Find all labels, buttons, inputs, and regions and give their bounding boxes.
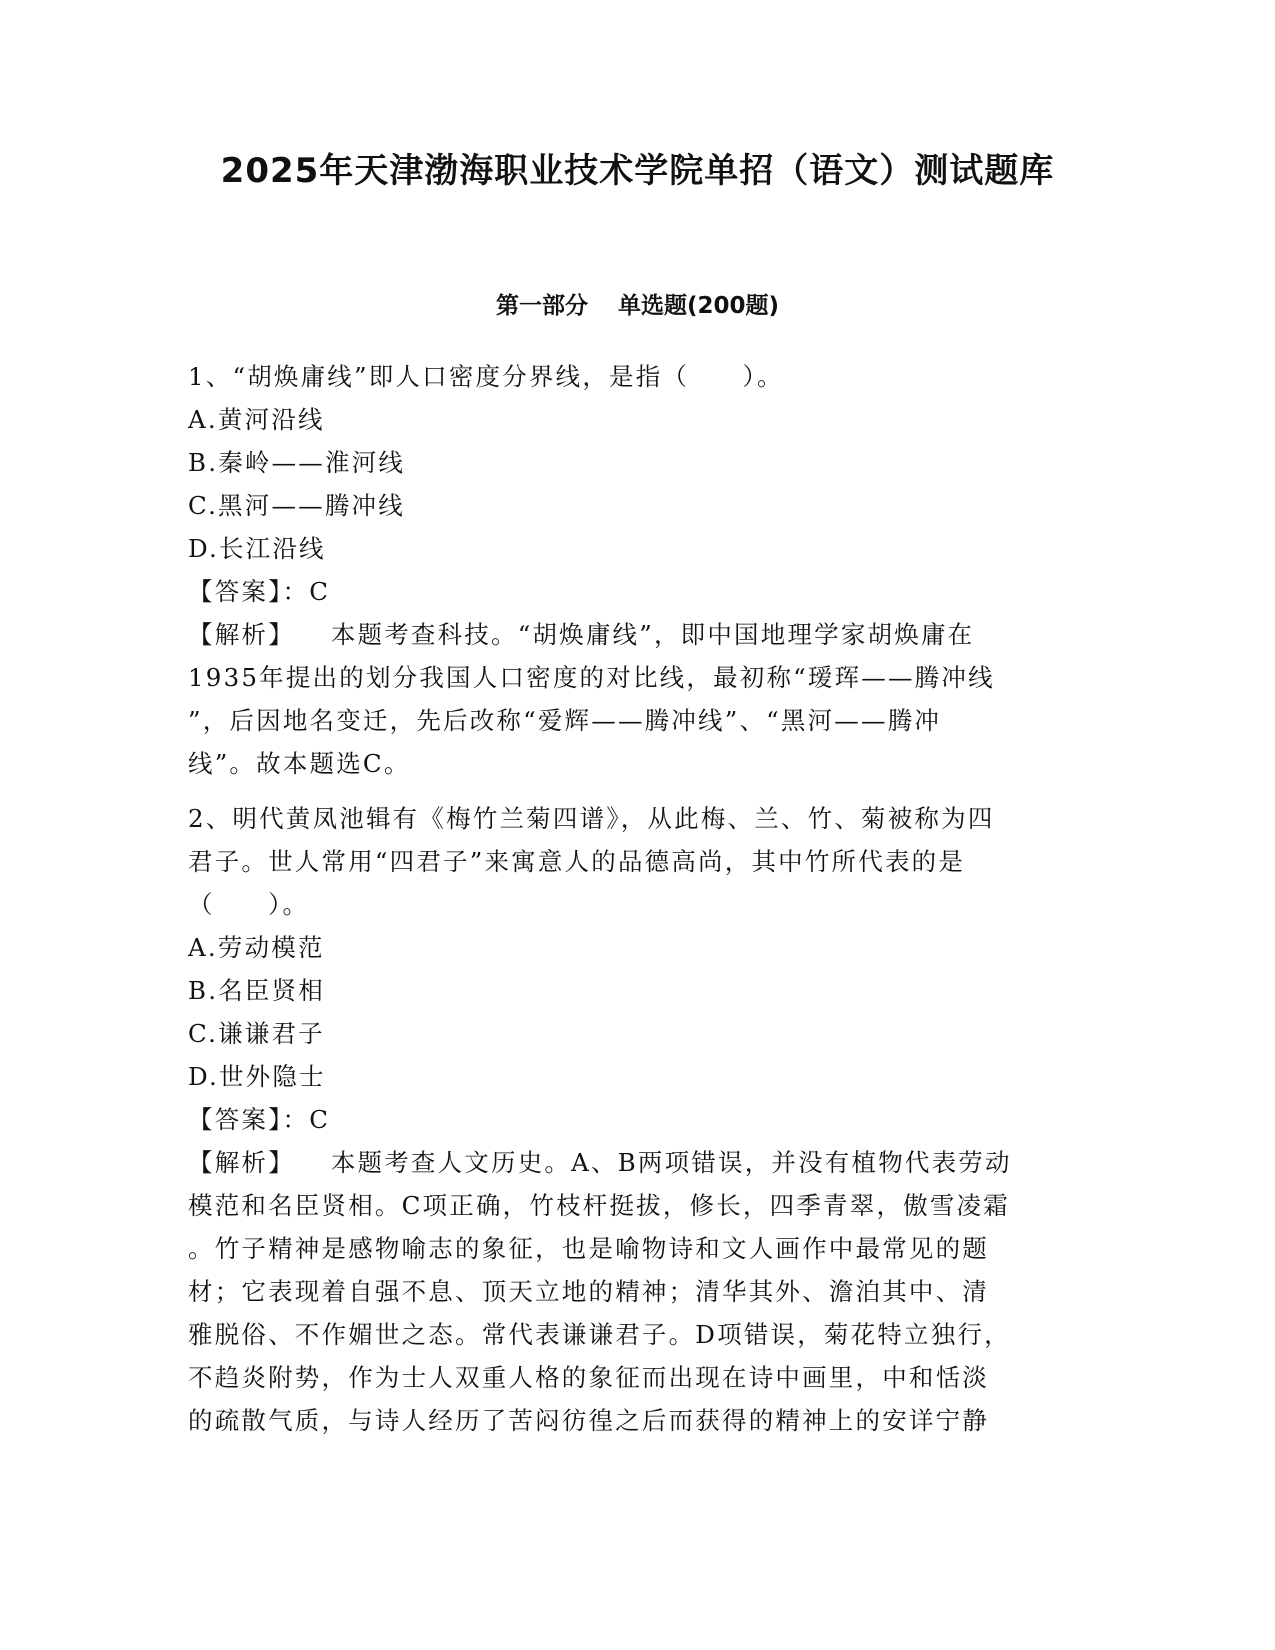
section-part: 第一部分 [495, 293, 588, 319]
answer-line [188, 570, 1088, 613]
analysis-line: 的疏散气质，与诗人经历了苦闷彷徨之后而获得的精神上的安详宁静 [188, 1406, 989, 1435]
option-b: B.秦岭——淮河线 [188, 448, 406, 477]
question-stem-line: 2、明代黄凤池辑有《梅竹兰菊四谱》，从此梅、兰、竹、菊被称为四 [188, 804, 995, 833]
analysis-line [188, 1141, 1088, 1184]
option-a: A.黄河沿线 [188, 405, 325, 434]
option-d: D.世外隐士 [188, 1062, 326, 1091]
document-title: 2025年天津渤海职业技术学院单招（语文）测试题库 [220, 151, 1055, 191]
question-stem-line: 君子。世人常用“四君子”来寓意人的品德高尚，其中竹所代表的是 [188, 847, 966, 876]
option-b: B.名臣贤相 [188, 976, 325, 1005]
question-list [188, 355, 1088, 1442]
analysis-text: 本题考查人文历史。A、B两项错误，并没有植物代表劳动 [330, 1148, 1012, 1177]
option-c: C.黑河——腾冲线 [188, 491, 405, 520]
option-d: D.长江沿线 [188, 534, 326, 563]
analysis-line: 1935年提出的划分我国人口密度的对比线，最初称“瑷珲——腾冲线 [188, 663, 995, 692]
analysis-text: 本题考查科技。“胡焕庸线”，即中国地理学家胡焕庸在 [330, 620, 975, 649]
answer-line [188, 1098, 1088, 1141]
analysis-line: 材；它表现着自强不息、顶天立地的精神；清华其外、澹泊其中、清 [188, 1277, 989, 1306]
analysis-label: 【解析】 [188, 1148, 295, 1177]
question-1 [188, 355, 1088, 785]
question-stem-line: （ ）。 [188, 890, 310, 919]
question-stem-line: 1、“胡焕庸线”即人口密度分界线，是指（ ）。 [188, 362, 784, 391]
answer-value: C [309, 1105, 331, 1134]
option-c: C.谦谦君子 [188, 1019, 325, 1048]
answer-label: 【答案】： [188, 577, 310, 606]
section-name: 单选题(200题) [617, 293, 780, 319]
analysis-line: 模范和名臣贤相。C项正确，竹枝杆挺拔，修长，四季青翠，傲雪凌霜 [188, 1191, 1010, 1220]
analysis-line: 雅脱俗、不作媚世之态。常代表谦谦君子。D项错误，菊花特立独行， [188, 1320, 1011, 1349]
analysis-line: 。竹子精神是感物喻志的象征，也是喻物诗和文人画作中最常见的题 [188, 1234, 989, 1263]
analysis-line: 不趋炎附势，作为士人双重人格的象征而出现在诗中画里，中和恬淡 [188, 1363, 989, 1392]
analysis-line: 线”。故本题选C。 [188, 749, 411, 778]
question-2 [188, 797, 1088, 1442]
answer-label: 【答案】： [188, 1105, 310, 1134]
answer-value: C [309, 577, 331, 606]
analysis-line [188, 613, 1088, 656]
option-a: A.劳动模范 [188, 933, 325, 962]
analysis-label: 【解析】 [188, 620, 295, 649]
section-heading [0, 290, 1275, 322]
analysis-line: ”，后因地名变迁，先后改称“爱辉——腾冲线”、“黑河——腾冲 [188, 706, 942, 735]
